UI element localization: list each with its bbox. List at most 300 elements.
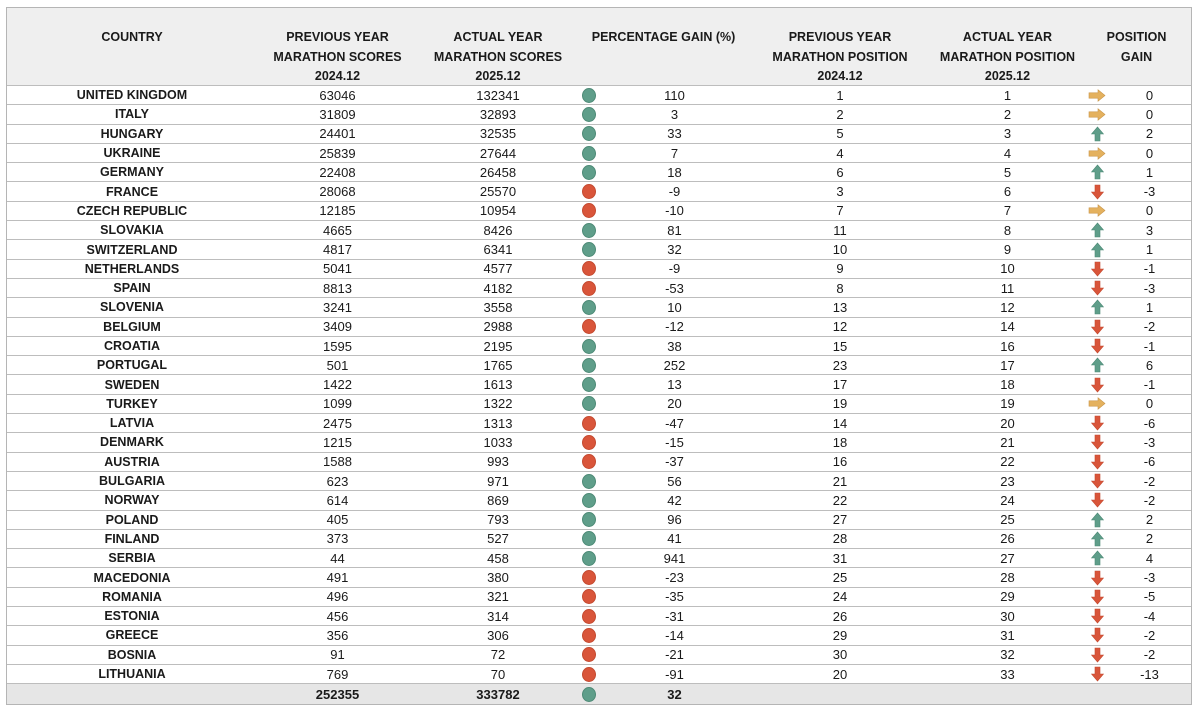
table-row [7, 124, 1191, 143]
header-percentage-gain: PERCENTAGE GAIN (%) [591, 30, 736, 44]
previous-score: 28068 [319, 184, 356, 200]
position-gain: -2 [1143, 473, 1156, 489]
previous-position: 7 [836, 203, 844, 219]
table-row [7, 664, 1191, 683]
actual-position: 23 [1000, 473, 1015, 489]
percentage-gain: 3 [670, 106, 679, 122]
table-row [7, 239, 1191, 258]
previous-position: 25 [832, 570, 848, 586]
previous-position: 3 [836, 184, 844, 200]
trend-up-dot-icon [582, 474, 596, 489]
previous-position: 15 [832, 338, 848, 354]
country-name: BOSNIA [107, 647, 157, 662]
header-actual-scores: ACTUAL YEAR MARATHON SCORES 2025.12 [433, 30, 563, 83]
country-name: LATVIA [109, 416, 155, 431]
table-row [7, 432, 1191, 451]
arrow-down-icon [1084, 415, 1110, 431]
percentage-gain: -23 [665, 570, 684, 586]
country-name: SLOVAKIA [100, 223, 164, 238]
header-previous-position: PREVIOUS YEAR MARATHON POSITION 2024.12 [772, 30, 908, 83]
position-gain: -3 [1143, 570, 1156, 586]
country-name: LITHUANIA [98, 667, 166, 682]
position-gain: -3 [1143, 184, 1156, 200]
actual-position: 28 [1000, 570, 1015, 586]
table-row [7, 587, 1191, 606]
country-name: CZECH REPUBLIC [76, 203, 188, 218]
previous-position: 8 [836, 280, 844, 296]
country-name: FINLAND [104, 531, 160, 546]
trend-down-dot-icon [582, 416, 596, 431]
trend-down-dot-icon [582, 454, 596, 469]
actual-position: 9 [1003, 242, 1012, 258]
country-name: SLOVENIA [100, 300, 164, 315]
arrow-down-icon [1084, 454, 1110, 470]
previous-score: 1215 [323, 434, 352, 450]
previous-position: 4 [836, 145, 844, 161]
arrow-down-icon [1084, 570, 1110, 586]
percentage-gain: 941 [663, 550, 686, 566]
arrow-right-icon [1084, 147, 1110, 160]
previous-position: 24 [832, 589, 848, 605]
percentage-gain: -10 [665, 203, 684, 219]
previous-score: 1588 [323, 454, 352, 470]
table-row [7, 374, 1191, 393]
trend-up-dot-icon [582, 146, 596, 161]
trend-up-dot-icon [582, 300, 596, 315]
trend-up-dot-icon [582, 377, 596, 392]
previous-score: 1099 [323, 396, 352, 412]
percentage-gain: -12 [665, 319, 684, 335]
trend-up-dot-icon [582, 339, 596, 354]
previous-score: 1422 [323, 377, 352, 393]
country-name: CROATIA [103, 339, 160, 353]
actual-position: 7 [1003, 203, 1012, 219]
actual-score: 458 [487, 550, 509, 566]
arrow-up-icon [1084, 357, 1110, 373]
percentage-gain: 110 [664, 87, 685, 103]
previous-score: 614 [326, 492, 349, 508]
percentage-gain: -15 [665, 434, 684, 450]
arrow-down-icon [1084, 627, 1110, 643]
position-gain: -2 [1143, 492, 1156, 508]
previous-score: 63046 [319, 87, 356, 103]
table-row [7, 297, 1191, 316]
table-row [7, 336, 1191, 355]
previous-score: 2475 [323, 415, 352, 431]
actual-position: 16 [1000, 338, 1015, 354]
percentage-gain: 13 [667, 377, 682, 393]
percentage-gain: -31 [665, 608, 684, 624]
position-gain: -13 [1140, 666, 1159, 682]
country-name: AUSTRIA [104, 454, 160, 469]
previous-score: 4665 [323, 222, 352, 238]
percentage-gain: -9 [668, 184, 681, 200]
arrow-down-icon [1084, 589, 1110, 605]
percentage-gain: -35 [665, 589, 684, 605]
position-gain: 3 [1145, 222, 1154, 238]
actual-position: 19 [1000, 396, 1015, 412]
position-gain: -5 [1143, 589, 1156, 605]
trend-up-dot-icon [582, 687, 596, 702]
previous-position: 22 [832, 492, 848, 508]
actual-position: 30 [1000, 608, 1015, 624]
arrow-down-icon [1084, 377, 1110, 393]
arrow-right-icon [1084, 204, 1110, 217]
previous-position: 19 [832, 396, 848, 412]
trend-up-dot-icon [582, 531, 596, 546]
arrow-down-icon [1084, 666, 1110, 682]
previous-score: 769 [326, 666, 349, 682]
previous-position: 20 [832, 666, 848, 682]
percentage-gain: 18 [667, 164, 682, 180]
actual-position: 10 [1000, 261, 1015, 277]
actual-score: 793 [487, 512, 509, 528]
arrow-up-icon [1084, 550, 1110, 566]
position-gain: 2 [1145, 126, 1154, 142]
arrow-down-icon [1084, 434, 1110, 450]
previous-position: 21 [832, 473, 848, 489]
country-name: DENMARK [100, 435, 164, 450]
arrow-down-icon [1084, 473, 1110, 489]
country-name: ROMANIA [102, 589, 162, 604]
actual-position: 17 [1000, 357, 1015, 373]
country-name: TURKEY [106, 396, 158, 411]
actual-score: 1322 [483, 396, 513, 412]
table-row [7, 490, 1191, 509]
table-row [7, 85, 1191, 104]
percentage-gain: 32 [667, 242, 682, 258]
actual-score: 380 [487, 570, 509, 586]
arrow-down-icon [1084, 319, 1110, 335]
actual-score: 1765 [483, 357, 513, 373]
position-gain: -1 [1143, 338, 1156, 354]
country-name: ITALY [114, 107, 150, 122]
country-name: UKRAINE [103, 146, 161, 161]
country-name: SERBIA [108, 551, 156, 566]
total-row [7, 683, 1191, 704]
table-row [7, 104, 1191, 123]
table-row [7, 529, 1191, 548]
position-gain: -4 [1143, 608, 1156, 624]
country-name: SPAIN [113, 281, 151, 296]
previous-position: 27 [832, 512, 848, 528]
trend-down-dot-icon [582, 319, 596, 334]
position-gain: 0 [1145, 87, 1154, 103]
percentage-gain: -53 [665, 280, 684, 296]
previous-score: 24401 [319, 126, 356, 142]
percentage-gain: -47 [665, 415, 684, 431]
percentage-gain: -14 [665, 627, 684, 643]
actual-score: 32893 [479, 106, 517, 122]
table-row [7, 143, 1191, 162]
previous-position: 30 [832, 647, 848, 663]
position-gain: 2 [1145, 531, 1154, 547]
position-gain: 0 [1145, 396, 1154, 412]
table-row [7, 471, 1191, 490]
percentage-gain: -91 [665, 666, 684, 682]
position-gain: -3 [1143, 280, 1156, 296]
percentage-gain: 33 [667, 126, 682, 142]
actual-score: 8426 [483, 222, 513, 238]
actual-position: 26 [1000, 531, 1015, 547]
percentage-gain: 42 [667, 492, 682, 508]
trend-down-dot-icon [582, 570, 596, 585]
marathon-scores-table [6, 7, 1192, 705]
trend-down-dot-icon [582, 667, 596, 682]
previous-position: 2 [836, 106, 844, 122]
table-row [7, 452, 1191, 471]
country-name: ESTONIA [104, 609, 160, 624]
previous-position: 18 [832, 434, 848, 450]
actual-position: 1 [1003, 87, 1012, 103]
actual-score: 971 [487, 473, 509, 489]
position-gain: 0 [1145, 106, 1154, 122]
position-gain: -1 [1143, 261, 1156, 277]
actual-score: 4182 [483, 280, 513, 296]
actual-position: 14 [1000, 319, 1015, 335]
previous-score: 623 [326, 473, 349, 489]
previous-score: 501 [326, 357, 349, 373]
actual-score: 6341 [483, 242, 513, 258]
actual-position: 6 [1003, 184, 1012, 200]
table-row [7, 220, 1191, 239]
arrow-down-icon [1084, 261, 1110, 277]
country-name: BELGIUM [103, 319, 161, 334]
actual-score: 4577 [483, 261, 513, 277]
position-gain: 0 [1145, 145, 1154, 161]
table-body [7, 85, 1191, 683]
position-gain: -3 [1143, 434, 1156, 450]
previous-score: 91 [330, 647, 345, 663]
trend-up-dot-icon [582, 493, 596, 508]
table-row [7, 548, 1191, 567]
percentage-gain: 81 [667, 222, 682, 238]
actual-position: 12 [1000, 299, 1015, 315]
table-row [7, 394, 1191, 413]
position-gain: 1 [1145, 299, 1154, 315]
previous-position: 29 [832, 627, 848, 643]
previous-score: 496 [326, 589, 349, 605]
country-name: GREECE [105, 628, 159, 643]
trend-up-dot-icon [582, 126, 596, 141]
actual-score: 25570 [479, 184, 517, 200]
trend-up-dot-icon [582, 88, 596, 103]
arrow-down-icon [1084, 647, 1110, 663]
previous-position: 31 [832, 550, 848, 566]
actual-position: 29 [1000, 589, 1015, 605]
country-name: GERMANY [100, 165, 164, 180]
percentage-gain: 252 [663, 357, 686, 373]
arrow-up-icon [1084, 242, 1110, 258]
percentage-gain: 41 [667, 531, 682, 547]
country-name: BULGARIA [99, 474, 165, 489]
previous-score: 8813 [323, 280, 352, 296]
previous-position: 14 [832, 415, 848, 431]
table-row [7, 355, 1191, 374]
percentage-gain: -21 [665, 647, 684, 663]
percentage-gain: 56 [667, 473, 682, 489]
actual-position: 21 [1000, 434, 1015, 450]
previous-position: 6 [836, 164, 844, 180]
actual-score: 72 [490, 647, 506, 663]
actual-score: 32535 [479, 126, 517, 142]
actual-position: 3 [1003, 126, 1012, 142]
table-row [7, 413, 1191, 432]
table-row [7, 201, 1191, 220]
previous-score: 22408 [319, 164, 356, 180]
country-name: FRANCE [105, 184, 159, 199]
actual-score: 2988 [483, 319, 513, 335]
table-row [7, 567, 1191, 586]
previous-score: 5041 [323, 261, 352, 277]
percentage-gain: 38 [667, 338, 682, 354]
percentage-gain: 10 [667, 299, 682, 315]
trend-down-dot-icon [582, 261, 596, 276]
trend-down-dot-icon [582, 589, 596, 604]
country-name: NETHERLANDS [84, 261, 180, 276]
table-row [7, 259, 1191, 278]
actual-position: 2 [1003, 106, 1012, 122]
position-gain: 2 [1145, 512, 1154, 528]
header-position-gain: POSITION GAIN [1106, 30, 1167, 64]
position-gain: -2 [1143, 627, 1156, 643]
actual-position: 8 [1003, 222, 1012, 238]
actual-score: 1313 [483, 415, 513, 431]
trend-up-dot-icon [582, 223, 596, 238]
arrow-right-icon [1084, 108, 1110, 121]
country-name: SWEDEN [104, 377, 160, 392]
trend-down-dot-icon [582, 184, 596, 199]
previous-score: 456 [326, 608, 349, 624]
previous-score: 491 [326, 570, 349, 586]
previous-position: 1 [836, 87, 844, 103]
trend-up-dot-icon [582, 396, 596, 411]
trend-down-dot-icon [582, 435, 596, 450]
table-row [7, 645, 1191, 664]
table-row [7, 162, 1191, 181]
arrow-up-icon [1084, 531, 1110, 547]
actual-score: 27644 [479, 145, 517, 161]
position-gain: -2 [1143, 647, 1156, 663]
actual-position: 24 [1000, 492, 1015, 508]
actual-score: 70 [490, 666, 506, 682]
previous-score: 3409 [323, 319, 352, 335]
previous-score: 44 [330, 550, 345, 566]
trend-up-dot-icon [582, 358, 596, 373]
actual-position: 22 [1000, 454, 1015, 470]
previous-position: 16 [832, 454, 848, 470]
trend-down-dot-icon [582, 628, 596, 643]
actual-position: 25 [1000, 512, 1015, 528]
previous-position: 12 [832, 319, 848, 335]
arrow-up-icon [1084, 126, 1110, 142]
previous-score: 373 [326, 531, 349, 547]
arrow-down-icon [1084, 338, 1110, 354]
previous-position: 26 [832, 608, 848, 624]
previous-position: 28 [832, 531, 848, 547]
actual-score: 306 [487, 627, 509, 643]
trend-up-dot-icon [582, 242, 596, 257]
position-gain: 1 [1145, 164, 1154, 180]
country-name: HUNGARY [100, 126, 164, 141]
country-name: NORWAY [104, 493, 160, 508]
table-row [7, 181, 1191, 200]
country-name: UNITED KINGDOM [76, 88, 188, 103]
actual-score: 993 [487, 454, 509, 470]
previous-position: 11 [833, 222, 847, 238]
country-name: POLAND [105, 512, 159, 527]
actual-score: 1033 [483, 434, 513, 450]
trend-down-dot-icon [582, 647, 596, 662]
arrow-down-icon [1084, 608, 1110, 624]
position-gain: -6 [1143, 454, 1156, 470]
previous-score: 31809 [319, 106, 356, 122]
table-row [7, 606, 1191, 625]
actual-position: 11 [1000, 280, 1015, 296]
actual-position: 31 [1000, 627, 1015, 643]
trend-down-dot-icon [582, 281, 596, 296]
actual-score: 3558 [483, 299, 513, 315]
arrow-up-icon [1084, 164, 1110, 180]
position-gain: 6 [1145, 357, 1154, 373]
trend-up-dot-icon [582, 107, 596, 122]
actual-position: 32 [1000, 647, 1015, 663]
position-gain: -6 [1143, 415, 1156, 431]
percentage-gain: -9 [668, 261, 681, 277]
country-name: MACEDONIA [93, 570, 171, 585]
actual-score: 1613 [483, 377, 513, 393]
arrow-right-icon [1084, 397, 1110, 410]
arrow-down-icon [1084, 184, 1110, 200]
total-previous-scores: 252355 [315, 686, 360, 702]
previous-score: 4817 [323, 242, 352, 258]
actual-position: 27 [1000, 550, 1015, 566]
actual-position: 33 [1000, 666, 1015, 682]
previous-score: 12185 [319, 203, 356, 219]
table-row [7, 278, 1191, 297]
actual-score: 869 [487, 492, 509, 508]
arrow-up-icon [1084, 512, 1110, 528]
country-name: PORTUGAL [96, 358, 168, 373]
actual-position: 20 [1000, 415, 1015, 431]
position-gain: -2 [1143, 319, 1156, 335]
arrow-up-icon [1084, 299, 1110, 315]
total-actual-scores: 333782 [476, 686, 520, 702]
trend-down-dot-icon [582, 203, 596, 218]
previous-position: 10 [832, 242, 848, 258]
trend-down-dot-icon [582, 609, 596, 624]
actual-score: 2195 [483, 338, 513, 354]
actual-score: 132341 [476, 87, 520, 103]
previous-score: 356 [326, 627, 349, 643]
actual-score: 26458 [479, 164, 517, 180]
position-gain: -1 [1143, 377, 1156, 393]
header-country: COUNTRY [101, 30, 163, 44]
previous-position: 23 [832, 357, 848, 373]
previous-score: 3241 [323, 299, 352, 315]
table-header-row [7, 8, 1191, 85]
trend-up-dot-icon [582, 551, 596, 566]
actual-score: 10954 [479, 203, 517, 219]
position-gain: 4 [1145, 550, 1154, 566]
actual-score: 527 [487, 531, 509, 547]
trend-up-dot-icon [582, 512, 596, 527]
percentage-gain: 20 [667, 396, 682, 412]
arrow-down-icon [1084, 280, 1110, 296]
actual-position: 4 [1003, 145, 1012, 161]
table-row [7, 510, 1191, 529]
position-gain: 0 [1145, 203, 1154, 219]
